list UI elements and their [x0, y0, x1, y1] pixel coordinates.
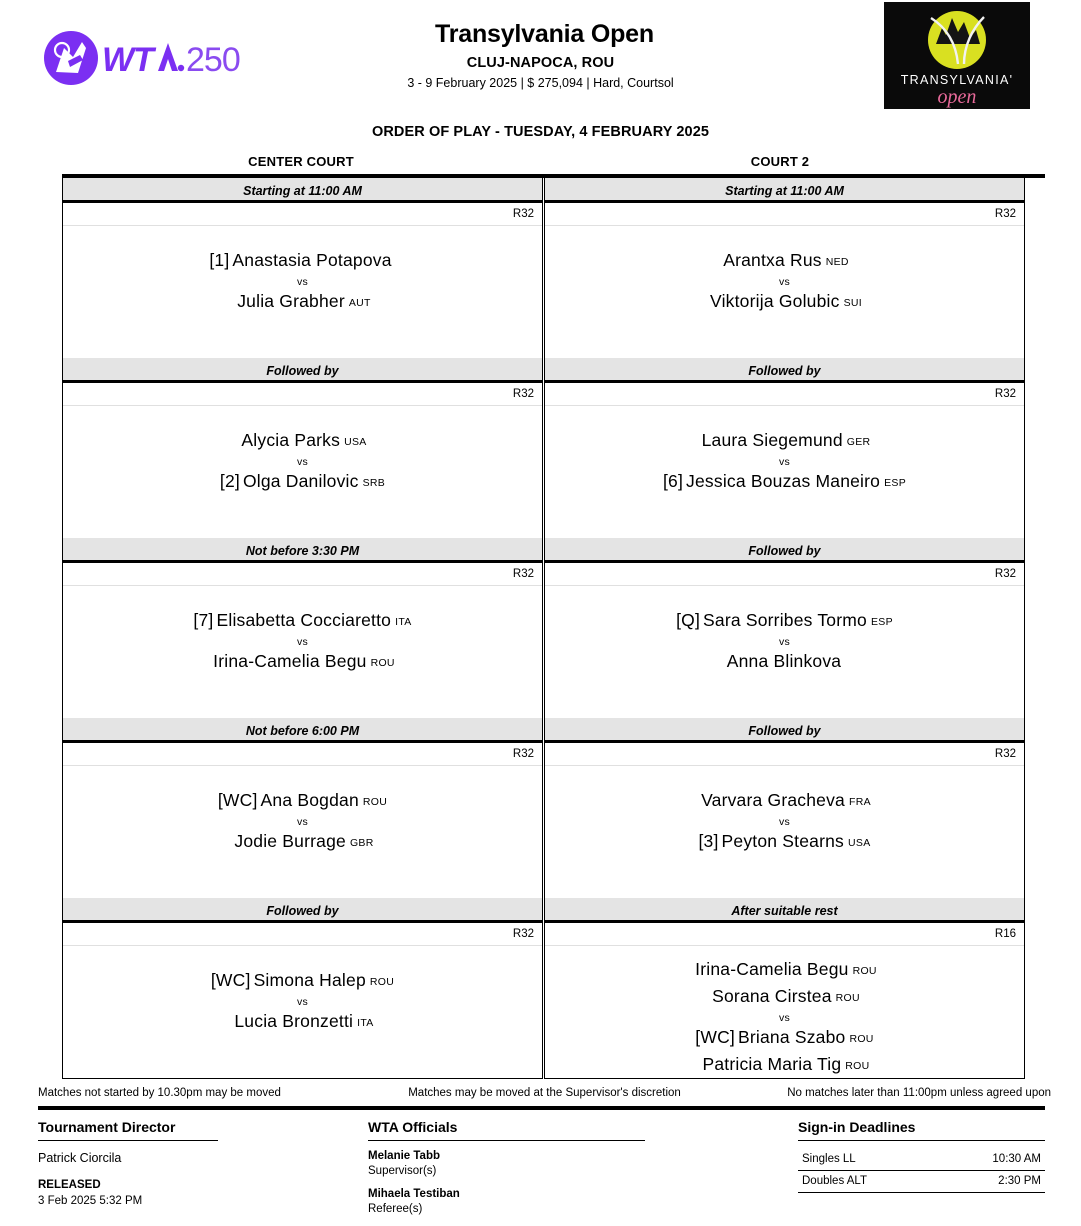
player-line-top — [720, 248, 849, 275]
player-line-top — [698, 788, 871, 815]
player-line-top — [218, 788, 387, 815]
player-name: Julia Grabher — [237, 291, 345, 311]
official-entry — [368, 1187, 798, 1217]
player-line-bottom — [210, 649, 395, 676]
player-line-bottom — [695, 1025, 873, 1052]
player-name: Elisabetta Cocciaretto — [216, 610, 392, 630]
round-label: R32 — [63, 923, 542, 946]
player-nationality: ROU — [369, 976, 395, 988]
player-nationality: ROU — [370, 657, 395, 669]
player-nationality: USA — [848, 837, 871, 849]
note-right: No matches later than 11:00pm unless agreed upon — [787, 1087, 1052, 1099]
court-header-court-2: COURT 2 — [750, 154, 810, 169]
player-name: Anastasia Potapova — [232, 250, 392, 270]
player-line-top — [238, 428, 366, 455]
wta-officials-body — [368, 1141, 798, 1217]
player-line-bottom — [234, 289, 371, 316]
match-cell-court2-4 — [544, 718, 1025, 898]
released-label: RELEASED — [38, 1179, 101, 1191]
player-seed: [1] — [209, 250, 230, 270]
player-name: Irina-Camelia Begu — [695, 959, 849, 979]
player-name: Arantxa Rus — [723, 250, 822, 270]
deadline-time: 2:30 PM — [998, 1175, 1041, 1187]
match-cell-court2-1 — [544, 178, 1025, 358]
round-label: R32 — [545, 203, 1024, 226]
schedule-table — [62, 174, 1045, 1079]
match-body — [63, 946, 542, 1078]
player-line-top-partner — [709, 984, 860, 1011]
match-body — [545, 586, 1024, 718]
spacer — [38, 1167, 368, 1177]
time-bar: Followed by — [545, 718, 1024, 743]
match-cell-center-2 — [62, 358, 543, 538]
player-nationality: FRA — [849, 796, 871, 808]
player-name: Irina-Camelia Begu — [213, 651, 367, 671]
match-cell-center-5 — [62, 898, 543, 1079]
player-seed: [2] — [219, 471, 240, 491]
round-label: R32 — [545, 383, 1024, 406]
schedule-row — [62, 358, 1045, 538]
player-nationality: USA — [344, 436, 367, 448]
official-entry — [368, 1149, 798, 1179]
court-headers — [0, 154, 1081, 170]
player-seed: [WC] — [217, 790, 258, 810]
released-timestamp: 3 Feb 2025 5:32 PM — [38, 1195, 143, 1207]
schedule-row — [62, 178, 1045, 358]
official-name: Mihaela Testiban — [368, 1188, 460, 1200]
player-name: Sara Sorribes Tormo — [703, 610, 867, 630]
player-line-bottom — [231, 829, 373, 856]
vs-label: vs — [296, 816, 309, 828]
round-label: R32 — [545, 563, 1024, 586]
player-name: Sorana Cirstea — [712, 986, 832, 1006]
round-label: R32 — [63, 203, 542, 226]
match-body — [545, 946, 1024, 1078]
vs-label: vs — [778, 456, 791, 468]
transylvania-open-logo — [884, 2, 1030, 109]
player-nationality: ESP — [884, 477, 907, 489]
vs-label: vs — [296, 636, 309, 648]
time-bar: Followed by — [63, 898, 542, 923]
player-seed: [7] — [193, 610, 214, 630]
player-name: Patricia Maria Tig — [702, 1054, 842, 1074]
player-nationality: GER — [846, 436, 871, 448]
official-role: Supervisor(s) — [368, 1165, 437, 1177]
player-nationality: ROU — [849, 1033, 874, 1045]
player-nationality: NED — [825, 256, 849, 268]
tournament-director-heading: Tournament Director — [38, 1119, 176, 1135]
schedule-row — [62, 898, 1045, 1079]
tournament-director-name: Patrick Ciorcila — [38, 1151, 122, 1165]
match-body — [63, 226, 542, 358]
time-bar: Starting at 11:00 AM — [63, 178, 542, 203]
note-left: Matches not started by 10.30pm may be moved — [38, 1087, 281, 1099]
player-name: Lucia Bronzetti — [234, 1011, 354, 1031]
player-line-top — [676, 608, 893, 635]
vs-label: vs — [778, 1012, 791, 1024]
sign-in-deadlines-section — [798, 1118, 1045, 1225]
official-name: Melanie Tabb — [368, 1150, 440, 1162]
player-nationality: ROU — [362, 796, 388, 808]
page-header — [0, 0, 1081, 118]
svg-text:250: 250 — [186, 41, 240, 79]
player-nationality: ESP — [870, 616, 893, 628]
player-name: Jodie Burrage — [234, 831, 346, 851]
sign-in-deadlines-body — [798, 1141, 1045, 1193]
round-label: R32 — [545, 743, 1024, 766]
official-role: Referee(s) — [368, 1203, 423, 1215]
time-bar: Not before 3:30 PM — [63, 538, 542, 563]
match-cell-court2-5 — [544, 898, 1025, 1079]
time-bar: Followed by — [545, 358, 1024, 383]
player-line-top — [211, 968, 394, 995]
player-name: Laura Siegemund — [701, 430, 843, 450]
round-label: R32 — [63, 743, 542, 766]
time-bar: Followed by — [63, 358, 542, 383]
player-name: Alycia Parks — [241, 430, 341, 450]
match-cell-center-1 — [62, 178, 543, 358]
player-line-bottom — [220, 469, 385, 496]
player-line-top — [699, 428, 871, 455]
time-bar: Not before 6:00 PM — [63, 718, 542, 743]
match-body — [63, 406, 542, 538]
time-bar: Starting at 11:00 AM — [545, 178, 1024, 203]
match-body — [545, 766, 1024, 898]
tournament-director-section — [38, 1118, 368, 1225]
player-line-top — [692, 957, 877, 984]
tournament-meta: 3 - 9 February 2025 | $ 275,094 | Hard, Courtsol — [407, 76, 674, 90]
match-body — [63, 586, 542, 718]
player-seed: [WC] — [210, 970, 251, 990]
deadline-time: 10:30 AM — [992, 1153, 1041, 1165]
schedule-row — [62, 538, 1045, 718]
player-name: Ana Bogdan — [260, 790, 359, 810]
player-line-top — [193, 608, 411, 635]
player-name: Peyton Stearns — [721, 831, 845, 851]
player-nationality: GBR — [349, 837, 374, 849]
deadline-label: Singles LL — [802, 1153, 856, 1165]
match-cell-court2-3 — [544, 538, 1025, 718]
tournament-city: CLUJ-NAPOCA, ROU — [466, 55, 615, 71]
player-nationality: ROU — [835, 992, 860, 1004]
round-label: R32 — [63, 383, 542, 406]
player-line-bottom-partner — [699, 1052, 869, 1079]
vs-label: vs — [778, 816, 791, 828]
note-center: Matches may be moved at the Supervisor's discretion — [408, 1087, 681, 1099]
time-bar: Followed by — [545, 538, 1024, 563]
player-nationality: AUT — [348, 297, 371, 309]
sign-in-deadlines-heading: Sign-in Deadlines — [798, 1119, 916, 1135]
deadline-label: Doubles ALT — [802, 1175, 867, 1187]
player-name: Varvara Gracheva — [701, 790, 845, 810]
player-line-bottom — [698, 829, 870, 856]
round-label: R16 — [545, 923, 1024, 946]
player-nationality: ROU — [852, 965, 877, 977]
vs-label: vs — [296, 276, 309, 288]
player-seed: [3] — [698, 831, 719, 851]
match-cell-court2-2 — [544, 358, 1025, 538]
player-nationality: SRB — [362, 477, 386, 489]
svg-text:TRANSYLVANIA': TRANSYLVANIA' — [900, 73, 1014, 87]
player-name: Jessica Bouzas Maneiro — [686, 471, 881, 491]
match-body — [545, 406, 1024, 538]
player-name: Briana Szabo — [737, 1027, 846, 1047]
order-of-play-title: ORDER OF PLAY - TUESDAY, 4 FEBRUARY 2025 — [371, 124, 710, 140]
vs-label: vs — [296, 456, 309, 468]
wta-officials-section — [368, 1118, 798, 1225]
vs-label: vs — [296, 996, 309, 1008]
wta-officials-heading: WTA Officials — [368, 1119, 458, 1135]
player-name: Anna Blinkova — [726, 651, 842, 671]
player-seed: [6] — [662, 471, 684, 491]
round-label: R32 — [63, 563, 542, 586]
match-body — [63, 766, 542, 898]
player-line-bottom — [231, 1009, 373, 1036]
player-nationality: ROU — [845, 1060, 870, 1072]
player-seed: [WC] — [695, 1027, 735, 1047]
court-header-center-court: CENTER COURT — [248, 154, 354, 169]
player-nationality: SUI — [843, 297, 862, 309]
schedule-notes — [38, 1085, 1051, 1101]
player-line-bottom — [663, 469, 906, 496]
time-bar: After suitable rest — [545, 898, 1024, 923]
player-nationality: ITA — [357, 1017, 374, 1029]
player-name: Olga Danilovic — [242, 471, 359, 491]
player-seed: [Q] — [676, 610, 701, 630]
vs-label: vs — [778, 276, 791, 288]
player-line-bottom — [724, 649, 845, 676]
player-name: Simona Halep — [253, 970, 366, 990]
player-name: Viktorija Golubic — [710, 291, 840, 311]
svg-text:open: open — [937, 86, 977, 108]
player-nationality: ITA — [395, 616, 412, 628]
match-cell-center-3 — [62, 538, 543, 718]
page-title: Transylvania Open — [435, 20, 654, 48]
schedule-row — [62, 718, 1045, 898]
player-line-top — [209, 248, 395, 275]
deadline-row — [798, 1171, 1045, 1193]
match-cell-center-4 — [62, 718, 543, 898]
match-body — [545, 226, 1024, 358]
deadline-row — [798, 1149, 1045, 1171]
player-line-bottom — [707, 289, 862, 316]
page-footer — [38, 1110, 1045, 1225]
tournament-director-body — [38, 1141, 368, 1209]
svg-text:WT: WT — [102, 41, 153, 79]
vs-label: vs — [778, 636, 791, 648]
